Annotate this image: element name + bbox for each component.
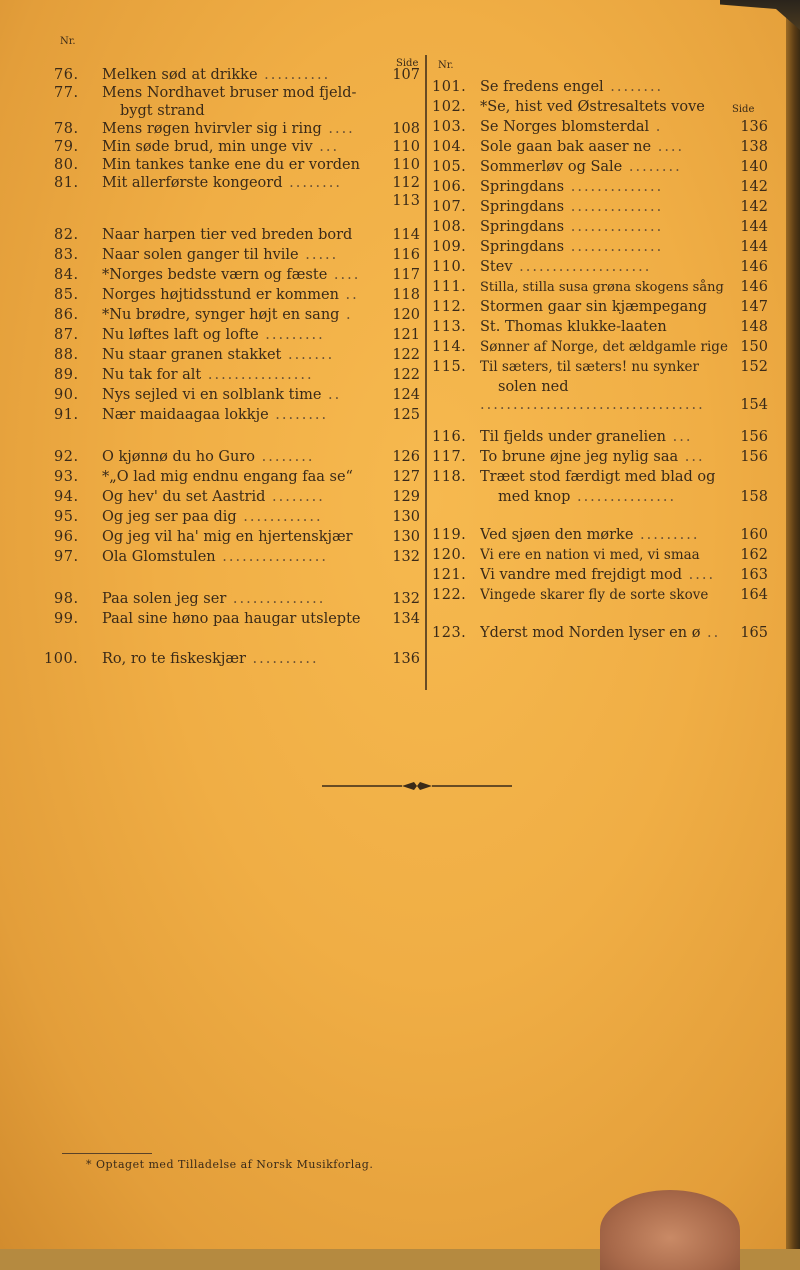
thumb <box>600 1190 740 1270</box>
index-entry-88: 88. Nu staar granen stakket ....... 122 <box>54 347 420 363</box>
index-entry-120: 120. Vi ere en nation vi med, vi smaa 162 <box>432 547 768 563</box>
index-entry-83: 83. Naar solen ganger til hvile ..... 116 <box>54 247 420 263</box>
index-entry-87: 87. Nu løftes laft og lofte ......... 121 <box>54 327 420 343</box>
index-entry-92: 92. O kjønnø du ho Guro ........ 126 <box>54 449 420 465</box>
left-column <box>44 36 420 696</box>
index-entry-116: 116. Til fjelds under granelien ... 156 <box>432 429 768 445</box>
index-entry-98: 98. Paa solen jeg ser .............. 132 <box>54 591 420 607</box>
index-entry-79: 79. Min søde brud, min unge viv ... 110 <box>54 139 420 155</box>
index-entry-95: 95. Og jeg ser paa dig ............ 130 <box>54 509 420 525</box>
index-entry-91: 91. Nær maidaagaa lokkje ........ 125 <box>54 407 420 423</box>
index-entry-76: 76. Melken sød at drikke .......... 107 <box>54 67 420 83</box>
index-entry-118: 118. Træet stod færdigt med blad og <box>432 469 716 485</box>
nr-header: Nr. <box>60 36 76 47</box>
index-entry-115-page: .................................. 154 <box>480 397 768 413</box>
book-spine-edge <box>786 0 800 1249</box>
ornament-rule <box>322 779 512 793</box>
index-entry-119: 119. Ved sjøen den mørke ......... 160 <box>432 527 768 543</box>
index-entry-81-page: 113 <box>392 193 420 209</box>
footnote-rule <box>62 1153 152 1154</box>
index-entry-108: 108. Springdans .............. 144 <box>432 219 768 235</box>
index-entry-114: 114. Sønner af Norge, det ældgamle rige 150 <box>432 339 768 355</box>
index-entry-111: 111. Stilla, stilla susa grøna skogens sång 146 <box>432 279 768 295</box>
index-entry-93: 93. *„O lad mig endnu engang faa se“ 127 <box>54 469 420 485</box>
index-entry-86: 86. *Nu brødre, synger højt en sang . 120 <box>54 307 420 323</box>
index-entry-96: 96. Og jeg vil ha' mig en hjertenskjær 130 <box>54 529 420 545</box>
index-entry-94: 94. Og hev' du set Aastrid ........ 129 <box>54 489 420 505</box>
index-entry-84: 84. *Norges bedste værn og fæste .... 117 <box>54 267 420 283</box>
index-entry-106: 106. Springdans .............. 142 <box>432 179 768 195</box>
index-entry-104: 104. Sole gaan bak aaser ne .... 138 <box>432 139 768 155</box>
index-entry-101: 101. Se fredens engel ........ <box>432 79 664 95</box>
index-entry-117: 117. To brune øjne jeg nylig saa ... 156 <box>432 449 768 465</box>
side-header: Side <box>396 58 419 69</box>
index-entry-80: 80. Min tankes tanke ene du er vorden 110 <box>54 157 420 173</box>
right-column <box>432 58 768 678</box>
index-entry-107: 107. Springdans .............. 142 <box>432 199 768 215</box>
index-entry-110: 110. Stev .................... 146 <box>432 259 768 275</box>
index-entry-90: 90. Nys sejled vi en solblank time .. 124 <box>54 387 420 403</box>
index-entry-99: 99. Paal sine høno paa haugar utslepte 134 <box>54 611 420 627</box>
index-entry-122: 122. Vingede skarer fly de sorte skove 164 <box>432 587 768 603</box>
index-entry-81: 81. Mit allerførste kongeord ........ 112 <box>54 175 420 191</box>
index-entry-97: 97. Ola Glomstulen ................ 132 <box>54 549 420 565</box>
index-entry-115: 115. Til sæters, til sæters! nu synker 152 <box>432 359 768 375</box>
index-entry-105: 105. Sommerløv og Sale ........ 140 <box>432 159 768 175</box>
index-entry-77: 77. Mens Nordhavet bruser mod fjeld- <box>54 85 357 101</box>
index-entry-89: 89. Nu tak for alt ................ 122 <box>54 367 420 383</box>
index-entry-82: 82. Naar harpen tier ved breden bord 114 <box>54 227 420 243</box>
index-entry-100: 100. Ro, ro te fiskeskjær .......... 136 <box>44 651 420 667</box>
index-entry-109: 109. Springdans .............. 144 <box>432 239 768 255</box>
footnote: * Optaget med Tilladelse af Norsk Musikforlag. <box>86 1158 374 1171</box>
index-entry-85: 85. Norges højtidsstund er kommen .. 118 <box>54 287 420 303</box>
index-entry-102: 102. *Se, hist ved Østresaltets vove <box>432 99 705 115</box>
index-entry-121: 121. Vi vandre med frejdigt mod .... 163 <box>432 567 768 583</box>
index-entry-115-cont: solen ned <box>498 379 569 395</box>
index-entry-77-cont: bygt strand <box>120 103 205 119</box>
index-entry-113: 113. St. Thomas klukke-laaten 148 <box>432 319 768 335</box>
index-entry-78: 78. Mens røgen hvirvler sig i ring .... 108 <box>54 121 420 137</box>
index-entry-112: 112. Stormen gaar sin kjæmpegang 147 <box>432 299 768 315</box>
index-entry-123: 123. Yderst mod Norden lyser en ø .. 165 <box>432 625 768 641</box>
column-divider <box>425 55 427 690</box>
index-entry-118-cont: med knop ............... 158 <box>498 489 768 505</box>
nr-header-right: Nr. <box>438 60 454 71</box>
index-entry-103: 103. Se Norges blomsterdal . 136 <box>432 119 768 135</box>
side-header-right: Side <box>732 104 755 115</box>
